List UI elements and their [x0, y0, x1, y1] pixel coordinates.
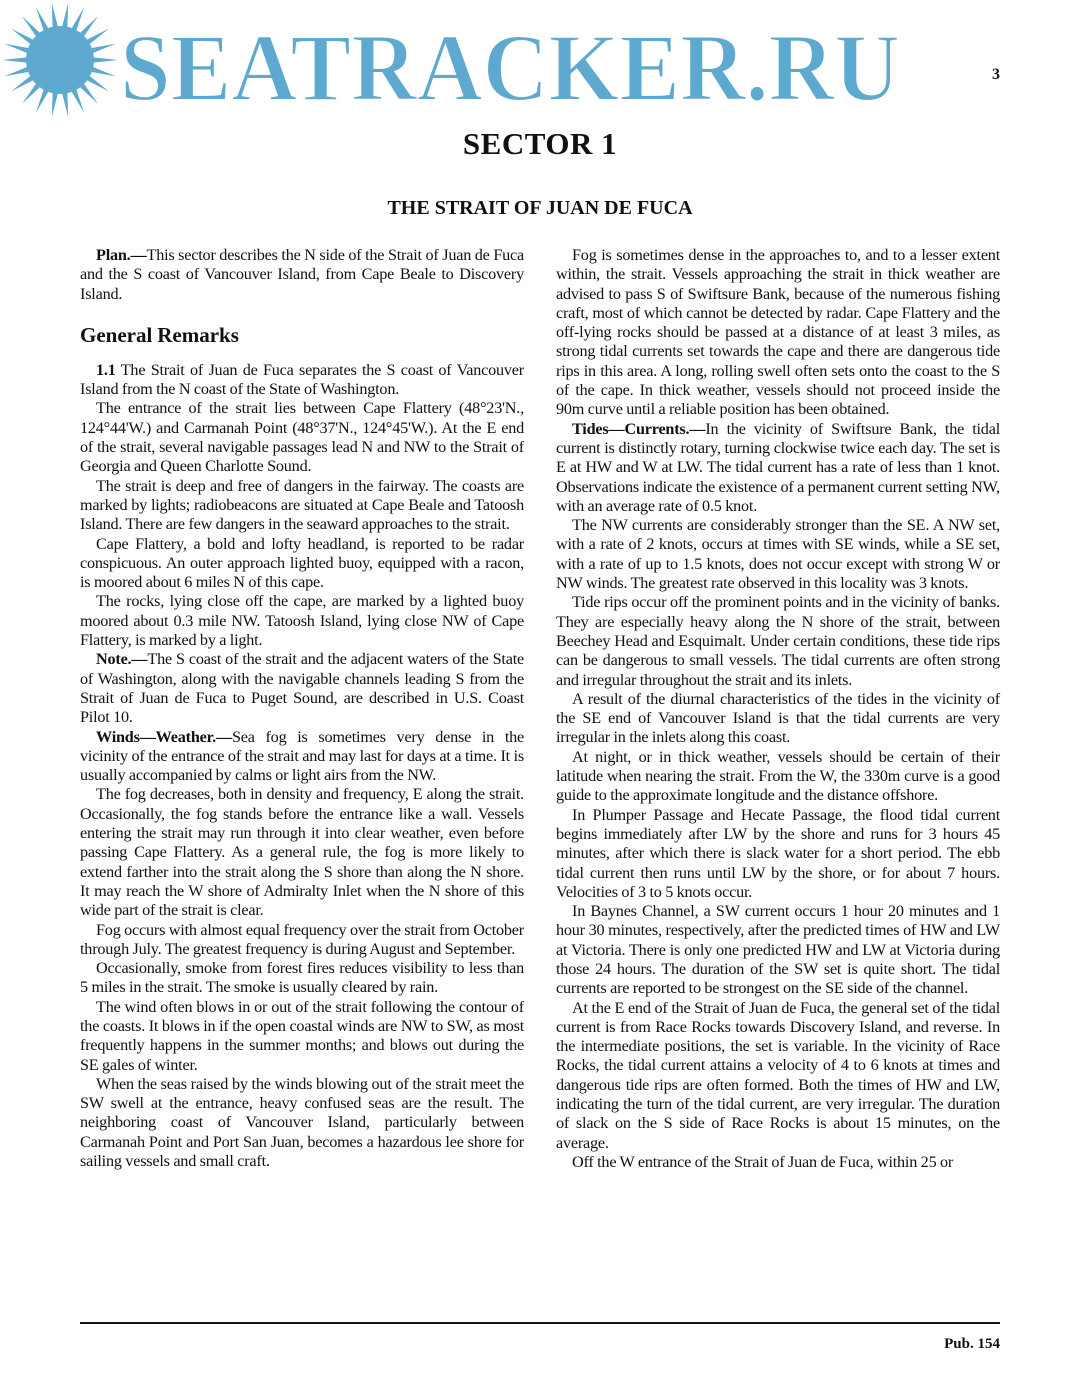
- paragraph: [80, 650, 524, 727]
- paragraph: [556, 999, 1000, 1153]
- paragraph-text: This sector describes the N side of the Strait of Juan de Fuca and the S coast of Vancouver Island, from Cape Beale to Discovery Island.: [80, 246, 524, 303]
- run-in-heading: Plan.—: [96, 246, 147, 264]
- section-title: THE STRAIT OF JUAN DE FUCA: [387, 197, 693, 219]
- sun-ray: [61, 89, 68, 117]
- paragraph: [556, 246, 1000, 420]
- left-column: [80, 246, 524, 1171]
- sun-ray: [88, 66, 116, 77]
- paragraph-text: When the seas raised by the winds blowing out of the strait meet the SW swell at the entrance, heavy confused seas are the result. The neighboring coast of Vancouver Island, particularly between Carmanah Point and Port San Juan, becomes a hazardous lee shore for sailing vessels and small craft.: [80, 1074, 524, 1171]
- paragraph: [80, 998, 524, 1075]
- paragraph-text: Sea fog is sometimes very dense in the vicinity of the entrance of the strait and may last for days at a time. It is usually accompanied by calms or light airs from the NW.: [80, 727, 524, 785]
- paragraph: [556, 690, 1000, 748]
- general-remarks-heading: General Remarks: [80, 322, 239, 347]
- paragraph: [80, 477, 524, 535]
- paragraph: [556, 902, 1000, 998]
- run-in-heading: 1.1: [96, 360, 116, 379]
- run-in-heading: Tides—Currents.—: [572, 419, 706, 438]
- paragraph: [80, 959, 524, 998]
- sun-ray: [2, 57, 30, 63]
- paragraph: [80, 399, 524, 476]
- paragraph: [556, 420, 1000, 516]
- sun-ray: [77, 16, 98, 39]
- paragraph-text: In Plumper Passage and Hecate Passage, the flood tidal current begins immediately after LW by the shore and runs for 3 hours 45 minutes, after which there is slack water for a short period. The ebb tidal current then runs until LW by the shore, or for about 7 hours. Velocities of 3 to 5 knots occur.: [556, 805, 1000, 901]
- paragraph-text: The fog decreases, both in density and frequency, E along the strait. Occasionally, the fog stands before the entrance like a wall. Vessels entering the strait may run through it into clear weather, even before passing Cape Flattery. As a general rule, the fog is more likely to extend farther into the strait along the S shore than along the N shore. It may reach the W shore of Admiralty Inlet when the N shore of this wide part of the strait is clear.: [80, 785, 524, 920]
- paragraph-text: At night, or in thick weather, vessels should be certain of their latitude when nearing the strait. From the W, the 330m curve is a good guide to the approximate longitude and the distance offshore.: [556, 747, 1000, 805]
- run-in-heading: Winds—Weather.—: [96, 727, 232, 746]
- sun-ray: [90, 57, 118, 63]
- sun-ray: [4, 66, 32, 77]
- sun-ray: [70, 7, 84, 34]
- paragraph-text: Off the W entrance of the Strait of Juan de Fuca, within 25 or: [572, 1152, 954, 1171]
- paragraph: [80, 921, 524, 960]
- paragraph-text: Cape Flattery, a bold and lofty headland, is reported to be radar conspicuous. An outer approach lighted buoy, equipped with a racon, is moored about 6 miles N of this cape.: [80, 534, 524, 592]
- paragraph: [556, 1153, 1000, 1172]
- paragraph-text: Fog occurs with almost equal frequency over the strait from October through July. The greatest frequency is during August and September.: [80, 920, 524, 958]
- footer-rule: [80, 1322, 1000, 1324]
- sector-title: SECTOR 1: [462, 126, 618, 161]
- paragraph: [556, 516, 1000, 593]
- paragraph: [80, 535, 524, 593]
- sun-ray: [52, 3, 59, 31]
- publication-label: Pub. 154: [944, 1336, 1000, 1352]
- sun-ray: [22, 81, 43, 104]
- paragraph-text: Tide rips occur off the prominent points and in the vicinity of banks. They are especially heavy along the N shore of the strait, between Beechey Head and Esquimalt. Under certain conditions, these tide rips can be dangerous to small vessels. The tidal currents are often strong and irregular throughout the strait and its inlets.: [556, 593, 1000, 689]
- paragraph-text: In Baynes Channel, a SW current occurs 1 hour 20 minutes and 1 hour 30 minutes, respectively, after the predicted times of HW and LW at Victoria. There is only one predicted HW and LW at Victoria during those 24 hours. The duration of the SW set is quite short. The tidal currents are reported to be strongest on the SE side of the channel.: [556, 902, 1000, 998]
- sun-ray: [83, 29, 108, 47]
- sun-ray: [11, 29, 36, 47]
- sun-ray: [22, 16, 43, 39]
- paragraph: [556, 748, 1000, 806]
- paragraph-text: Fog is sometimes dense in the approaches to, and to a lesser extent within, the strait. Vessels approaching the strait in thick weather are advised to pass S of Swiftsure Bank, because of the numerous fishing craft, most of which cannot be detected by radar. Cape Flattery and the off-lying rocks should be passed at a distance of at least 3 miles, as strong tidal currents set towards the cape and there are dangerous tide rips in this area. A long, rolling swell often sets onto the coast to the S of the cape. In thick weather, vessels should not proceed inside the 90m curve until a reliable position has been obtained.: [556, 246, 1000, 419]
- paragraph-text: The rocks, lying close off the cape, are marked by a lighted buoy moored about 0.3 mile NW. Tatoosh Island, lying close NW of Cape Flattery, is marked by a light.: [80, 592, 524, 650]
- paragraph: [80, 246, 524, 304]
- paragraph-text: The strait is deep and free of dangers in the fairway. The coasts are marked by lights; radiobeacons are situated at Cape Beale and Tatoosh Island. There are few dangers in the seaward approaches to the strait.: [80, 476, 524, 534]
- paragraph: [556, 593, 1000, 689]
- sun-ray: [70, 86, 84, 113]
- paragraph-text: The entrance of the strait lies between Cape Flattery (48°23'N., 124°44'W.) and Carmanah Point (48°37'N., 124°45'W.). At the E end of the strait, several navigable passages lead N and NW to the Strait of Georgia and Queen Charlotte Sound.: [80, 399, 524, 476]
- right-column: [556, 246, 1000, 1172]
- paragraph-text: The Strait of Juan de Fuca separates the S coast of Vancouver Island from the N coast of the State of Washington.: [80, 360, 524, 399]
- watermark-text: SEATRACKER.RU: [120, 14, 900, 120]
- run-in-heading: Note.—: [96, 650, 148, 669]
- paragraph: [80, 728, 524, 786]
- paragraph-text: The NW currents are considerably stronger than the SE. A NW set, with a rate of 2 knots, occurs at times with SE winds, while a SE set, with a rate of up to 1.5 knots, does not occur except with strong W or NW winds. The greatest rate observed in this locality was 3 knots.: [556, 516, 1000, 593]
- sun-ray: [11, 74, 36, 92]
- paragraph-text: Occasionally, smoke from forest fires reduces visibility to less than 5 miles in the strait. The smoke is usually cleared by rain.: [80, 959, 524, 997]
- paragraph-text: At the E end of the Strait of Juan de Fuca, the general set of the tidal current is from Race Rocks towards Discovery Island, and reverse. In the intermediate positions, the set is variable. In the vicinity of Race Rocks, the tidal current attains a velocity of 4 to 6 knots at times and dangerous tide rips are often formed. Both the times of HW and LW, indicating the turn of the tidal current, are very irregular. The duration of slack on the S side of Race Rocks is about 15 minutes, on the average.: [556, 998, 1000, 1152]
- sun-ray: [61, 3, 68, 31]
- sun-ray: [52, 89, 59, 117]
- paragraph: [80, 1075, 524, 1171]
- paragraph-text: A result of the diurnal characteristics of the tides in the vicinity of the SE end of Vancouver Island is that the tidal currents are very irregular in the inlets along this coast.: [556, 689, 1000, 747]
- sun-ray: [88, 44, 116, 55]
- page-number: 3: [992, 66, 1000, 83]
- watermark: [0, 0, 940, 120]
- sun-ray: [36, 86, 50, 113]
- sun-ray: [36, 7, 50, 34]
- paragraph-text: In the vicinity of Swiftsure Bank, the tidal current is distinctly rotary, turning clockwise twice each day. The set is E at HW and W at LW. The tidal current has a rate of less than 1 knot. Observations indicate the existence of a permanent current setting NW, with an average rate of 0.5 knot.: [556, 419, 1000, 515]
- sun-ray: [77, 81, 98, 104]
- sun-ray: [4, 44, 32, 55]
- paragraph: [556, 806, 1000, 902]
- paragraph-text: The S coast of the strait and the adjacent waters of the State of Washington, along with the navigable channels leading S from the Strait of Juan de Fuca to Puget Sound, are described in U.S. Coast Pilot 10.: [80, 650, 524, 727]
- paragraph: [80, 785, 524, 920]
- paragraph: [80, 361, 524, 400]
- paragraph-text: The wind often blows in or out of the strait following the contour of the coasts. It blows in if the open coastal winds are NW to SW, as most frequently happens in the summer months; and blows out during the SE gales of winter.: [80, 997, 524, 1074]
- sun-ray: [83, 74, 108, 92]
- paragraph: [80, 592, 524, 650]
- sun-logo-icon: [2, 3, 118, 118]
